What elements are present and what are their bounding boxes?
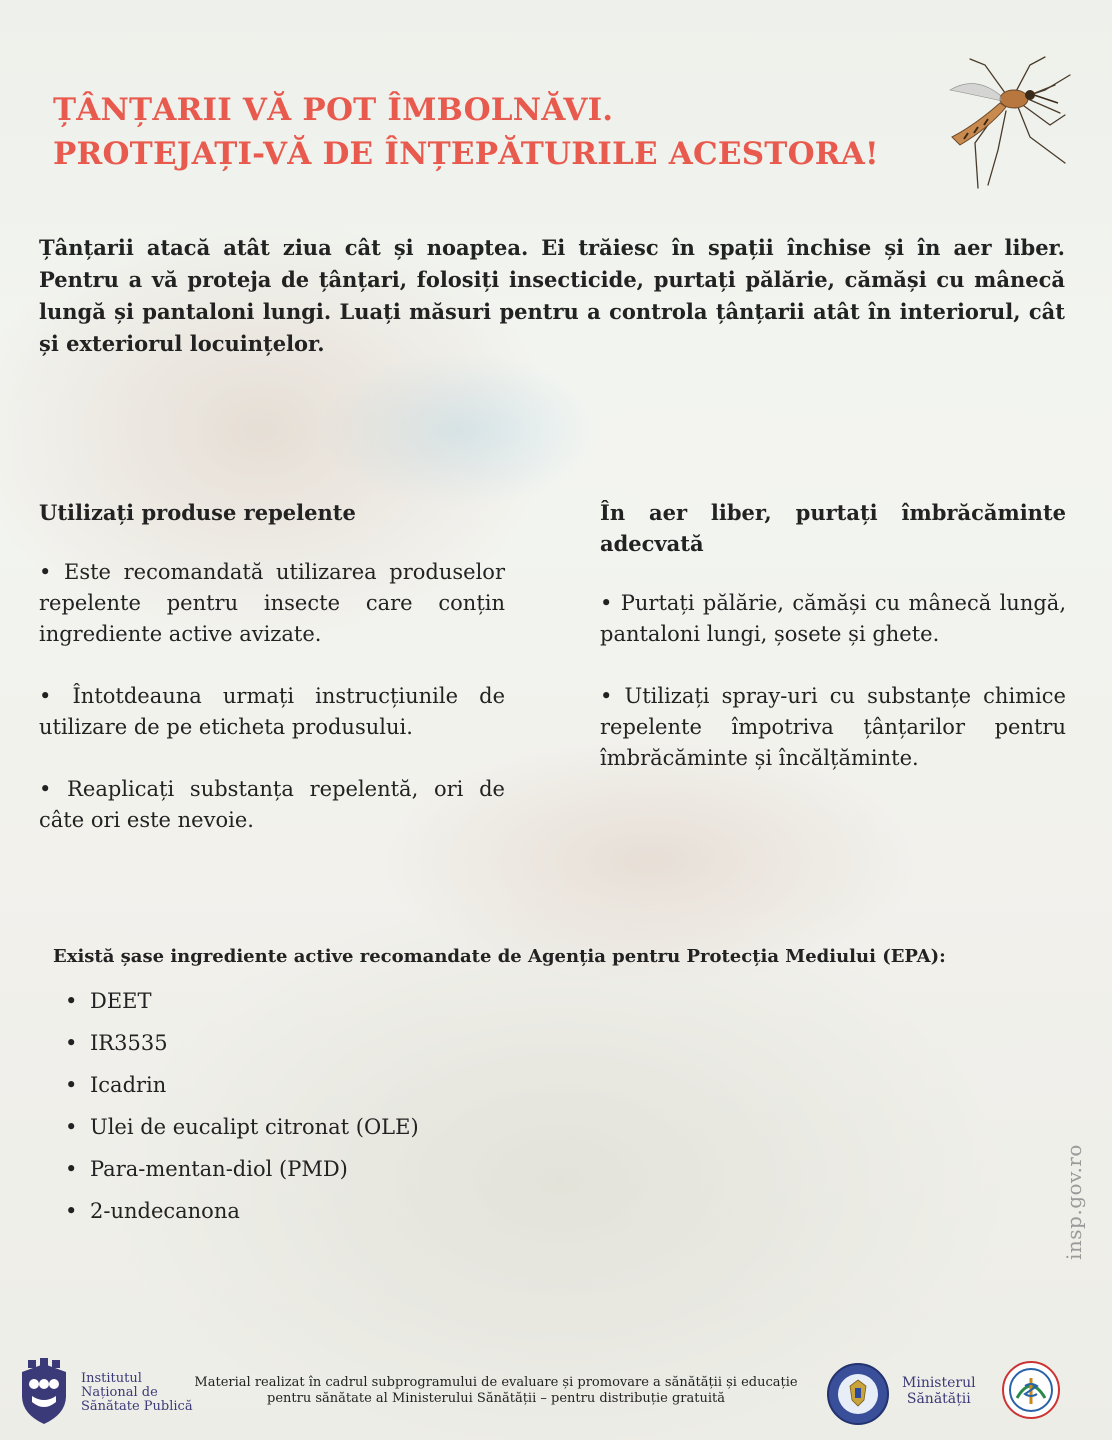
repellent-item-3: • Reaplicați substanța repelentă, ori de câte ori este nevoie. (39, 777, 505, 832)
footer-note-line-2: pentru sănătate al Ministerului Sănătății – pentru distribuție gratuită (267, 1391, 725, 1406)
insp-name-line-2: Național de (81, 1385, 158, 1400)
clothing-section (600, 497, 1066, 805)
ingredient-name: IR3535 (90, 1031, 168, 1055)
ingredient-name: 2-undecanona (90, 1199, 240, 1223)
footer-note-line-1: Material realizat în cadrul subprogramului de evaluare și promovare a sănătății și educație (194, 1375, 798, 1390)
list-item (65, 1111, 419, 1153)
bullet: • (65, 1199, 78, 1223)
insp-name-line-3: Sănătate Publică (81, 1399, 193, 1414)
list-item (65, 1195, 419, 1227)
repellent-item-2: • Întotdeauna urmați instrucțiunile de utilizare de pe eticheta produsului. (39, 684, 505, 739)
ministry-name-line-2: Sănătății (906, 1391, 971, 1407)
bullet: • (65, 1157, 78, 1181)
mosquito-illustration (880, 55, 1080, 195)
list-item (65, 985, 419, 1027)
bullet: • (65, 1073, 78, 1097)
list-item (65, 1069, 419, 1111)
list-item (65, 1153, 419, 1195)
bullet: • (65, 989, 78, 1013)
clothing-item-2: • Utilizați spray-uri cu substanțe chimice repelente împotriva țânțarilor pentru îmbrăcăminte și încălțăminte. (600, 684, 1066, 770)
insp-logo-icon (18, 1358, 70, 1426)
footer-note (188, 1375, 804, 1407)
epa-ingredient-list (65, 985, 419, 1227)
clothing-item-1: • Purtați pălărie, cămăși cu mânecă lungă, pantaloni lungi, șosete și ghete. (600, 591, 1066, 646)
ingredient-name: Icadrin (90, 1073, 167, 1097)
title-line-2: PROTEJAȚI-VĂ DE ÎNȚEPĂTURILE ACESTORA! (53, 136, 879, 172)
insp-name (81, 1372, 193, 1414)
insp-name-line-1: Institutul (81, 1371, 142, 1386)
bullet: • (65, 1031, 78, 1055)
ministry-name (902, 1375, 976, 1407)
repellent-item-1: • Este recomandată utilizarea produselor repelente pentru insecte care conțin ingrediente active avizate. (39, 560, 505, 646)
ingredient-name: Para-mentan-diol (PMD) (90, 1157, 348, 1181)
epa-heading: Există șase ingrediente active recomandate de Agenția pentru Protecția Mediului (EPA): (53, 946, 946, 967)
ministry-name-line-1: Ministerul (902, 1375, 976, 1391)
government-seal-icon (826, 1362, 890, 1426)
bullet: • (65, 1115, 78, 1139)
ingredient-name: DEET (90, 989, 152, 1013)
footer (0, 1350, 1112, 1440)
clothing-heading: În aer liber, purtați îmbrăcăminte adecvată (600, 500, 1066, 556)
repellent-section (39, 497, 505, 867)
repellent-heading: Utilizați produse repelente (39, 500, 356, 525)
site-url: insp.gov.ro (1062, 1144, 1086, 1260)
page-title (53, 88, 879, 176)
intro-paragraph: Țânțarii atacă atât ziua cât și noaptea. Ei trăiesc în spații închise și în aer liber. Pentru a vă proteja de țânțari, folosiți insecticide, purtați pălărie, cămăși cu mânecă lungă și pantaloni lungi. Luați măsuri pentru a controla țânțarii atât în interiorul, cât și exteriorul locuințelor. (39, 235, 1065, 356)
public-health-seal-icon (1001, 1360, 1061, 1420)
title-line-1: ȚÂNȚARII VĂ POT ÎMBOLNĂVI. (53, 92, 614, 128)
list-item (65, 1027, 419, 1069)
ingredient-name: Ulei de eucalipt citronat (OLE) (90, 1115, 419, 1139)
